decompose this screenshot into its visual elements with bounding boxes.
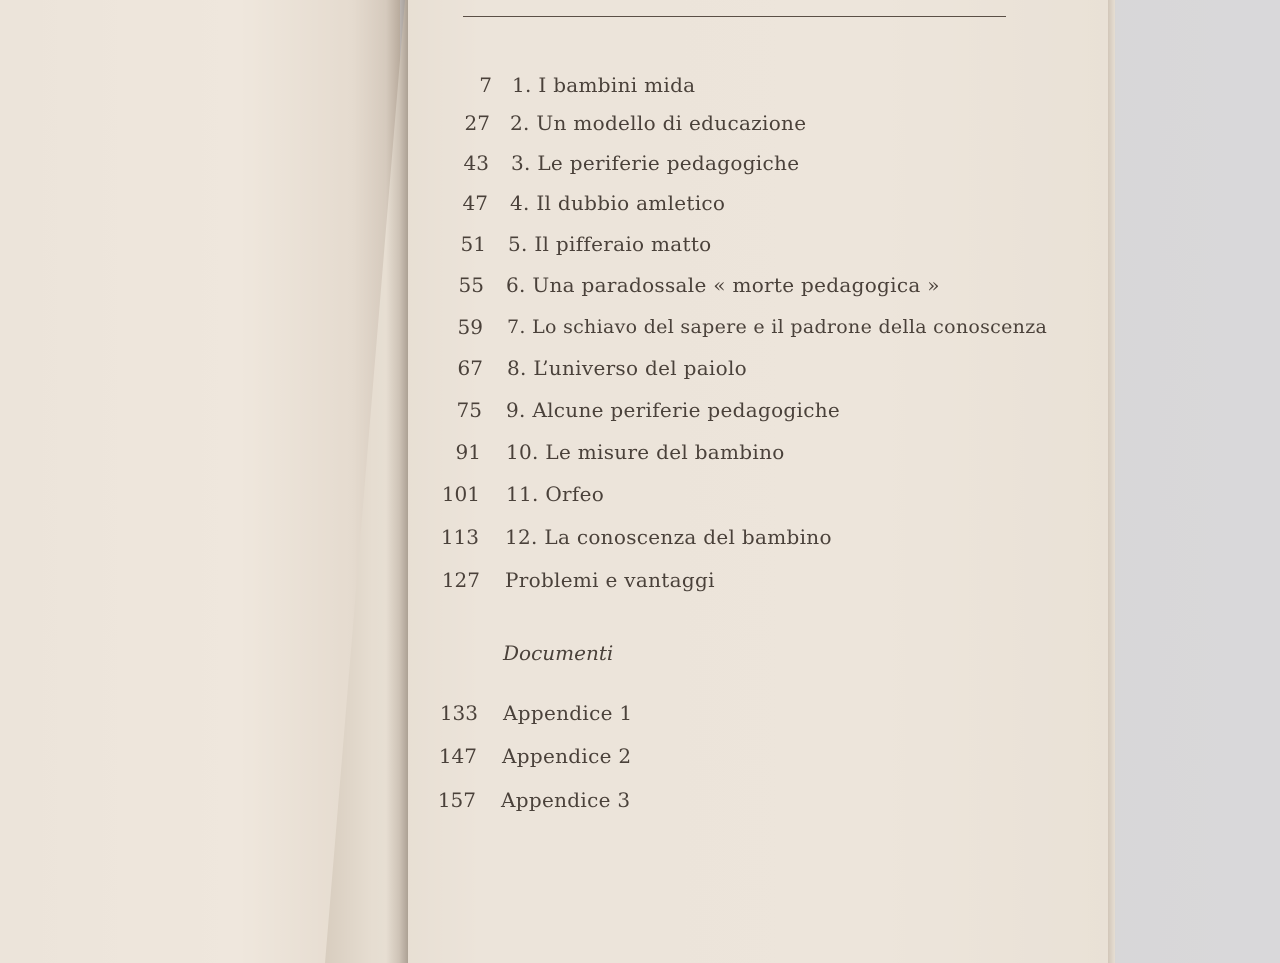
toc-title: Appendice 2 (502, 744, 632, 768)
toc-title: 3. Le periferie pedagogiche (511, 151, 800, 175)
toc-page-number: 91 (455, 440, 481, 464)
toc-title: Appendice 1 (503, 701, 633, 725)
toc-title: 9. Alcune periferie pedagogiche (506, 398, 841, 422)
toc-entry (413, 741, 1033, 771)
toc-entry (414, 698, 1034, 728)
toc-title: 2. Un modello di educazione (510, 111, 807, 135)
toc-title: 7. Lo schiavo del sapere e il padrone della conoscenza (507, 316, 1048, 338)
toc-page-number: 133 (439, 701, 478, 725)
toc-entry (430, 108, 1050, 138)
toc-title: 10. Le misure del bambino (506, 440, 785, 464)
toc-entry (421, 353, 1041, 383)
toc-page-number: 101 (441, 482, 480, 506)
toc-title: 8. L’universo del paiolo (507, 356, 747, 380)
toc-page-number: 75 (456, 398, 482, 422)
toc-title: 5. Il pifferaio matto (508, 232, 712, 256)
toc-page-number: 7 (479, 73, 492, 97)
toc-entry (423, 312, 1063, 342)
toc-page-number: 113 (440, 525, 479, 549)
toc-entry (432, 70, 1052, 100)
toc-page-number: 55 (458, 273, 484, 297)
toc-page-number: 59 (457, 315, 483, 339)
toc-title: 1. I bambini mida (512, 73, 696, 97)
section-heading: Documenti (503, 641, 614, 665)
toc-title: 4. Il dubbio amletico (510, 191, 726, 215)
toc-page-number: 157 (437, 788, 476, 812)
toc-entry (428, 188, 1048, 218)
toc-entry (424, 270, 1044, 300)
toc-title: 6. Una paradossale « morte pedagogica » (506, 273, 940, 297)
toc-entry (419, 437, 1039, 467)
toc-title: 12. La conoscenza del bambino (505, 525, 832, 549)
toc-title: Appendice 3 (501, 788, 631, 812)
toc-title: Problemi e vantaggi (505, 568, 715, 592)
toc-page-number: 27 (464, 111, 490, 135)
toc-page-number: 67 (457, 356, 483, 380)
toc-entry (418, 479, 1038, 509)
toc-title: 11. Orfeo (506, 482, 605, 506)
toc-page-number: 43 (463, 151, 489, 175)
toc-entry (429, 148, 1049, 178)
toc-page-number: 127 (441, 568, 480, 592)
toc-page-number: 147 (438, 744, 477, 768)
toc-entry (416, 565, 1036, 595)
toc-entry (412, 785, 1032, 815)
toc-page-number: 47 (462, 191, 488, 215)
toc-entry (420, 395, 1040, 425)
toc-page-number: 51 (460, 232, 486, 256)
toc-entry (417, 522, 1037, 552)
toc-entry (426, 229, 1046, 259)
